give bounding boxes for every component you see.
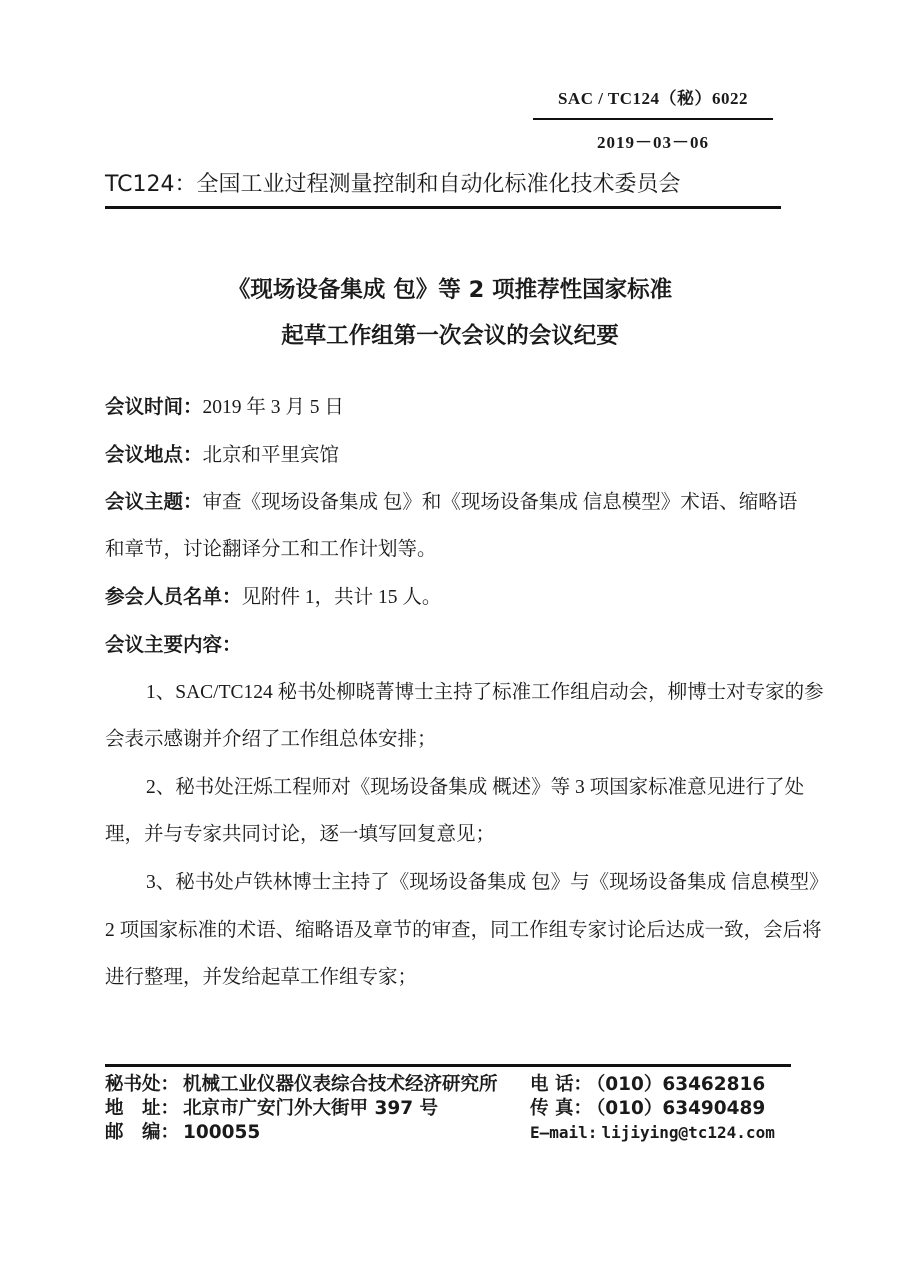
body-line-item3-c (105, 954, 805, 1002)
fax-row (530, 1097, 775, 1121)
body-line-item1-b (105, 716, 805, 764)
attendees-value: 见附件 1，共计 15 人。 (241, 587, 442, 609)
body-text (105, 383, 829, 1002)
item3-text-c: 进行整理，并发给起草工作组专家； (105, 967, 418, 989)
doc-date: 2019－03－06 (597, 133, 709, 152)
header-rule (105, 206, 781, 209)
main-content-label: 会议主要内容： (105, 632, 242, 656)
meeting-topic-cont: 和章节，讨论翻译分工和工作计划等。 (105, 538, 437, 560)
attendees-label: 参会人员名单： (105, 585, 242, 609)
address-value: 北京市广安门外大街甲 397 号 (183, 1098, 439, 1119)
item3-text-a: 3、秘书处卢铁林博士主持了《现场设备集成 包》与《现场设备集成 信息模型》 (146, 871, 829, 893)
footer-left-column (105, 1073, 498, 1145)
meeting-place-value: 北京和平里宾馆 (202, 444, 340, 466)
meeting-topic-value: 审查《现场设备集成 包》和《现场设备集成 信息模型》术语、缩略语 (202, 492, 798, 514)
body-line-item1-a (105, 669, 824, 717)
address-row (105, 1097, 498, 1121)
meeting-time-value: 2019 年 3 月 5 日 (202, 397, 344, 418)
item2-text-a: 2、秘书处汪烁工程师对《现场设备集成 概述》等 3 项国家标准意见进行了处 (146, 776, 805, 798)
body-line-attendees (105, 573, 805, 621)
email-row (530, 1121, 775, 1145)
body-line-main-content-heading (105, 621, 805, 669)
secretariat-label: 秘书处： (105, 1074, 180, 1095)
postcode-value: 100055 (183, 1122, 261, 1143)
fax-value: （010）63490489 (595, 1098, 766, 1119)
address-label: 地 址： (105, 1098, 180, 1119)
body-line-item2-b (105, 811, 805, 859)
body-line-item2-a (105, 764, 805, 812)
postcode-label: 邮 编： (105, 1122, 180, 1143)
body-line-meeting-topic-cont (105, 526, 805, 574)
email-value: lijiying@tc124.com (601, 1123, 775, 1142)
footer-right-column (530, 1073, 775, 1145)
doc-number: SAC / TC124（秘）6022 (557, 89, 749, 108)
meeting-place-label: 会议地点： (105, 442, 203, 466)
secretariat-row (105, 1073, 498, 1097)
item1-text-b: 会表示感谢并介绍了工作组总体安排； (105, 729, 437, 751)
fax-label: 传 真： (530, 1098, 592, 1119)
item1-text-a: 1、SAC/TC124 秘书处柳晓菁博士主持了标准工作组启动会，柳博士对专家的参 (146, 681, 824, 703)
meeting-topic-label: 会议主题： (105, 490, 203, 514)
item2-text-b: 理，并与专家共同讨论，逐一填写回复意见； (105, 824, 496, 846)
body-line-item3-b (105, 907, 822, 955)
doc-title (0, 267, 900, 359)
phone-label: 电 话： (530, 1074, 592, 1095)
body-line-item3-a (105, 859, 829, 907)
body-line-meeting-place (105, 431, 805, 479)
phone-row (530, 1073, 775, 1097)
doc-title-line-1: 《现场设备集成 包》等 2 项推荐性国家标准 (227, 277, 673, 303)
committee-title: TC124：全国工业过程测量控制和自动化标准化技术委员会 (105, 172, 681, 197)
body-line-meeting-topic (105, 478, 805, 526)
postcode-row (105, 1121, 498, 1145)
body-line-meeting-time (105, 383, 805, 431)
phone-value: （010）63462816 (595, 1074, 766, 1095)
footer-rule (105, 1064, 791, 1067)
meeting-time-label: 会议时间： (105, 395, 203, 418)
secretariat-value: 机械工业仪器仪表综合技术经济研究所 (183, 1074, 498, 1095)
doc-title-line-2: 起草工作组第一次会议的会议纪要 (281, 323, 619, 349)
email-label: E—mail: (530, 1123, 598, 1142)
doc-number-block (533, 84, 773, 153)
doc-number-rule (533, 118, 773, 120)
item3-text-b: 2 项国家标准的术语、缩略语及章节的审查，同工作组专家讨论后达成一致，会后将 (105, 919, 822, 941)
